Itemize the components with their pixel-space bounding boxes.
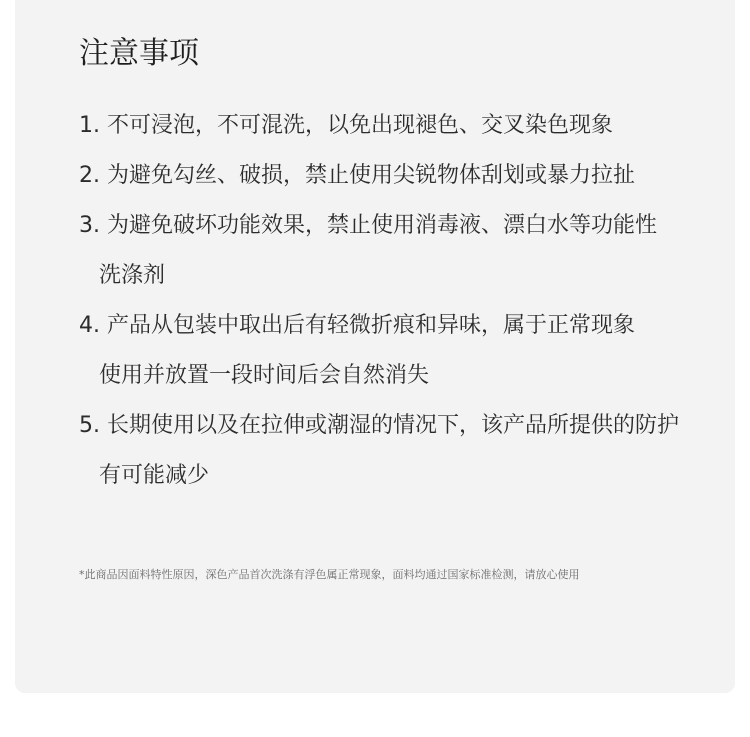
page-title: 注意事项 (79, 36, 199, 71)
care-instructions-card (15, 0, 735, 693)
note-text: 2. 为避免勾丝、破损，禁止使用尖锐物体刮划或暴力拉扯 (79, 163, 635, 188)
note-item-4 (79, 304, 719, 404)
note-text: 4. 产品从包装中取出后有轻微折痕和异味，属于正常现象 (79, 313, 635, 338)
note-text-continued: 有可能减少 (99, 463, 210, 488)
note-text-continued: 使用并放置一段时间后会自然消失 (99, 363, 430, 388)
note-text-continued: 洗涤剂 (99, 263, 166, 288)
note-text: 3. 为避免破坏功能效果，禁止使用消毒液、漂白水等功能性 (79, 213, 657, 238)
note-item-1 (79, 104, 719, 154)
notes-list (79, 104, 719, 504)
note-text: 5. 长期使用以及在拉伸或潮湿的情况下，该产品所提供的防护 (79, 413, 679, 438)
footnote: *此商品因面料特性原因，深色产品首次洗涤有浮色属正常现象，面料均通过国家标准检测，请放心使用 (79, 568, 580, 581)
note-item-3 (79, 204, 719, 304)
note-item-2 (79, 154, 719, 204)
note-text: 1. 不可浸泡，不可混洗，以免出现褪色、交叉染色现象 (79, 113, 613, 138)
note-item-5 (79, 404, 719, 504)
